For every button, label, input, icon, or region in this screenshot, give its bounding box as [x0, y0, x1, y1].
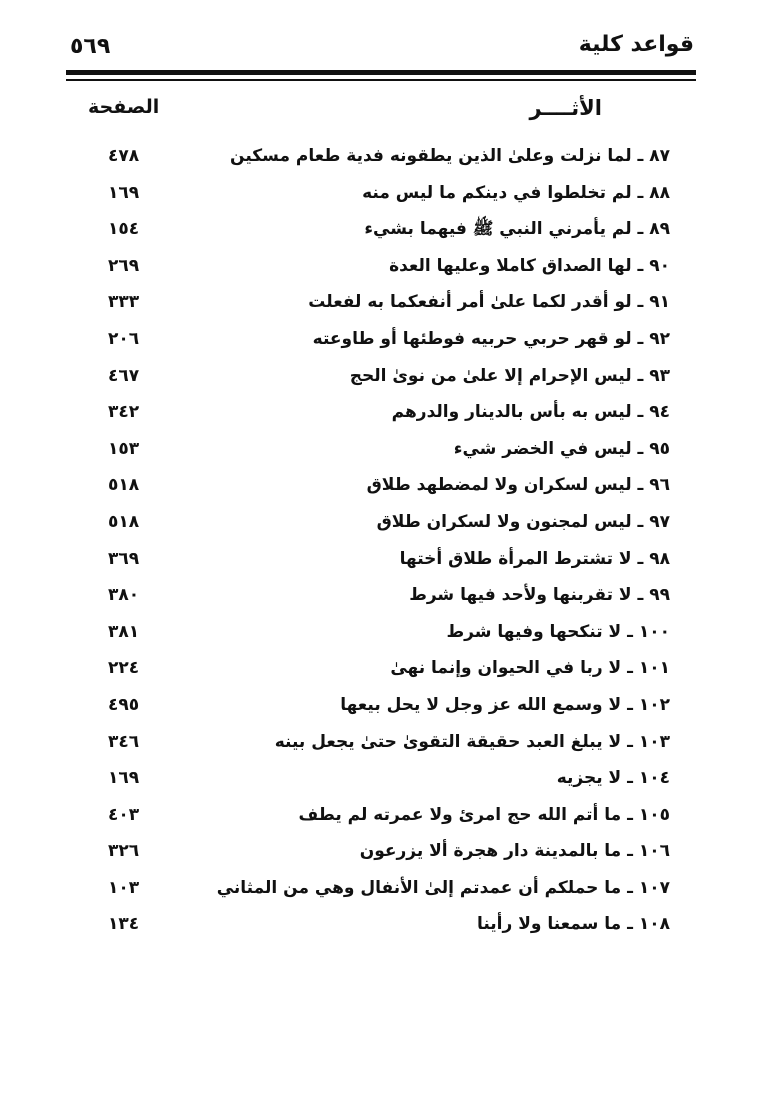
entry-page-number: ١٣٤	[108, 914, 140, 935]
entry-page-number: ٣٤٢	[108, 402, 140, 423]
index-entry	[66, 323, 696, 360]
entry-text: ٩٩ ـ لا تقربنها ولأحد فيها شرط	[409, 585, 670, 606]
entry-page-number: ٣٦٩	[108, 548, 140, 569]
index-entry	[66, 506, 696, 543]
page-number: ٥٦٩	[70, 34, 111, 59]
entry-text: ٩٦ ـ ليس لسكران ولا لمضطهد طلاق	[366, 475, 670, 496]
index-entry	[66, 616, 696, 653]
entry-text: ١٠١ ـ لا ربا في الحيوان وإنما نهىٰ	[390, 658, 670, 679]
index-entry	[66, 286, 696, 323]
index-list	[66, 140, 696, 945]
index-entry	[66, 250, 696, 287]
entry-page-number: ٤٧٨	[108, 146, 140, 166]
column-header-athar: الأثــــر	[529, 96, 602, 120]
index-entry	[66, 396, 696, 433]
entry-text: ١٠٨ ـ ما سمعنا ولا رأينا	[476, 914, 670, 935]
entry-text: ٩١ ـ لو أقدر لكما علىٰ أمر أنفعكما به لفعلت	[308, 292, 670, 313]
index-entry	[66, 433, 696, 470]
entry-page-number: ١٠٣	[108, 877, 140, 898]
index-entry	[66, 213, 696, 250]
entry-page-number: ٣٣٣	[108, 292, 140, 313]
entry-page-number: ٣٨١	[108, 621, 140, 642]
entry-page-number: ٣٨٠	[108, 585, 140, 606]
entry-page-number: ٣٢٦	[108, 841, 140, 862]
entry-page-number: ١٥٤	[108, 219, 140, 240]
entry-page-number: ١٥٣	[108, 438, 140, 459]
header-rule-thick	[66, 70, 696, 75]
entry-text: ٩٠ ـ لها الصداق كاملا وعليها العدة	[389, 255, 670, 276]
index-entry	[66, 872, 696, 909]
entry-text: ١٠٤ ـ لا يجزيه	[556, 768, 670, 789]
entry-page-number: ٤٩٥	[108, 694, 140, 715]
index-entry	[66, 652, 696, 689]
entry-text: ٨٨ ـ لم تخلطوا في دينكم ما ليس منه	[362, 182, 670, 203]
entry-page-number: ١٦٩	[108, 182, 140, 203]
entry-text: ١٠٦ ـ ما بالمدينة دار هجرة ألا يزرعون	[359, 841, 670, 862]
entry-text: ٩٥ ـ ليس في الخضر شيء	[453, 438, 670, 459]
index-entry	[66, 469, 696, 506]
index-entry	[66, 579, 696, 616]
entry-text: ١٠٣ ـ لا يبلغ العبد حقيقة التقوىٰ حتىٰ يجعل بينه	[274, 731, 670, 752]
entry-text: ١٠٧ ـ ما حملكم أن عمدتم إلىٰ الأنفال وهي من المثاني	[216, 877, 670, 898]
entry-text: ١٠٠ ـ لا تنكحها وفيها شرط	[446, 621, 670, 642]
index-entry	[66, 799, 696, 836]
entry-page-number: ٢٠٦	[108, 328, 140, 349]
header-rule-thin	[66, 79, 696, 81]
entry-page-number: ٥١٨	[108, 475, 140, 496]
entry-text: ١٠٥ ـ ما أتم الله حج امرئ ولا عمرته لم يطف	[298, 804, 670, 825]
index-entry	[66, 835, 696, 872]
entry-text: ٨٩ ـ لم يأمرني النبي ﷺ فيهما بشيء	[364, 219, 670, 240]
index-entry	[66, 726, 696, 763]
index-entry	[66, 177, 696, 214]
entry-text: ٩٨ ـ لا تشترط المرأة طلاق أختها	[399, 548, 670, 569]
index-entry	[66, 140, 696, 177]
entry-page-number: ١٦٩	[108, 768, 140, 789]
entry-text: ٩٤ ـ ليس به بأس بالدينار والدرهم	[391, 402, 670, 423]
entry-page-number: ٢٦٩	[108, 255, 140, 276]
entry-page-number: ٤٦٧	[108, 365, 140, 386]
running-title: قواعد كلية	[578, 32, 694, 57]
index-entry	[66, 762, 696, 799]
column-header-page: الصفحة	[88, 96, 160, 118]
page-header	[66, 28, 696, 68]
index-entry	[66, 689, 696, 726]
index-entry	[66, 543, 696, 580]
entry-text: ١٠٢ ـ لا وسمع الله عز وجل لا يحل بيعها	[340, 694, 670, 715]
entry-page-number: ٤٠٣	[108, 804, 140, 825]
index-entry	[66, 360, 696, 397]
entry-text: ٨٧ ـ لما نزلت وعلىٰ الذين يطقونه فدية طعام مسكين	[230, 146, 670, 166]
entry-page-number: ٣٤٦	[108, 731, 140, 752]
index-entry	[66, 908, 696, 945]
entry-text: ٩٢ ـ لو قهر حربي حربيه فوطئها أو طاوعته	[312, 328, 670, 349]
entry-page-number: ٥١٨	[108, 511, 140, 532]
column-headers	[66, 96, 696, 130]
entry-text: ٩٧ ـ ليس لمجنون ولا لسكران طلاق	[376, 511, 670, 532]
entry-page-number: ٢٢٤	[108, 658, 140, 679]
entry-text: ٩٣ ـ ليس الإحرام إلا علىٰ من نوىٰ الحج	[349, 365, 670, 386]
